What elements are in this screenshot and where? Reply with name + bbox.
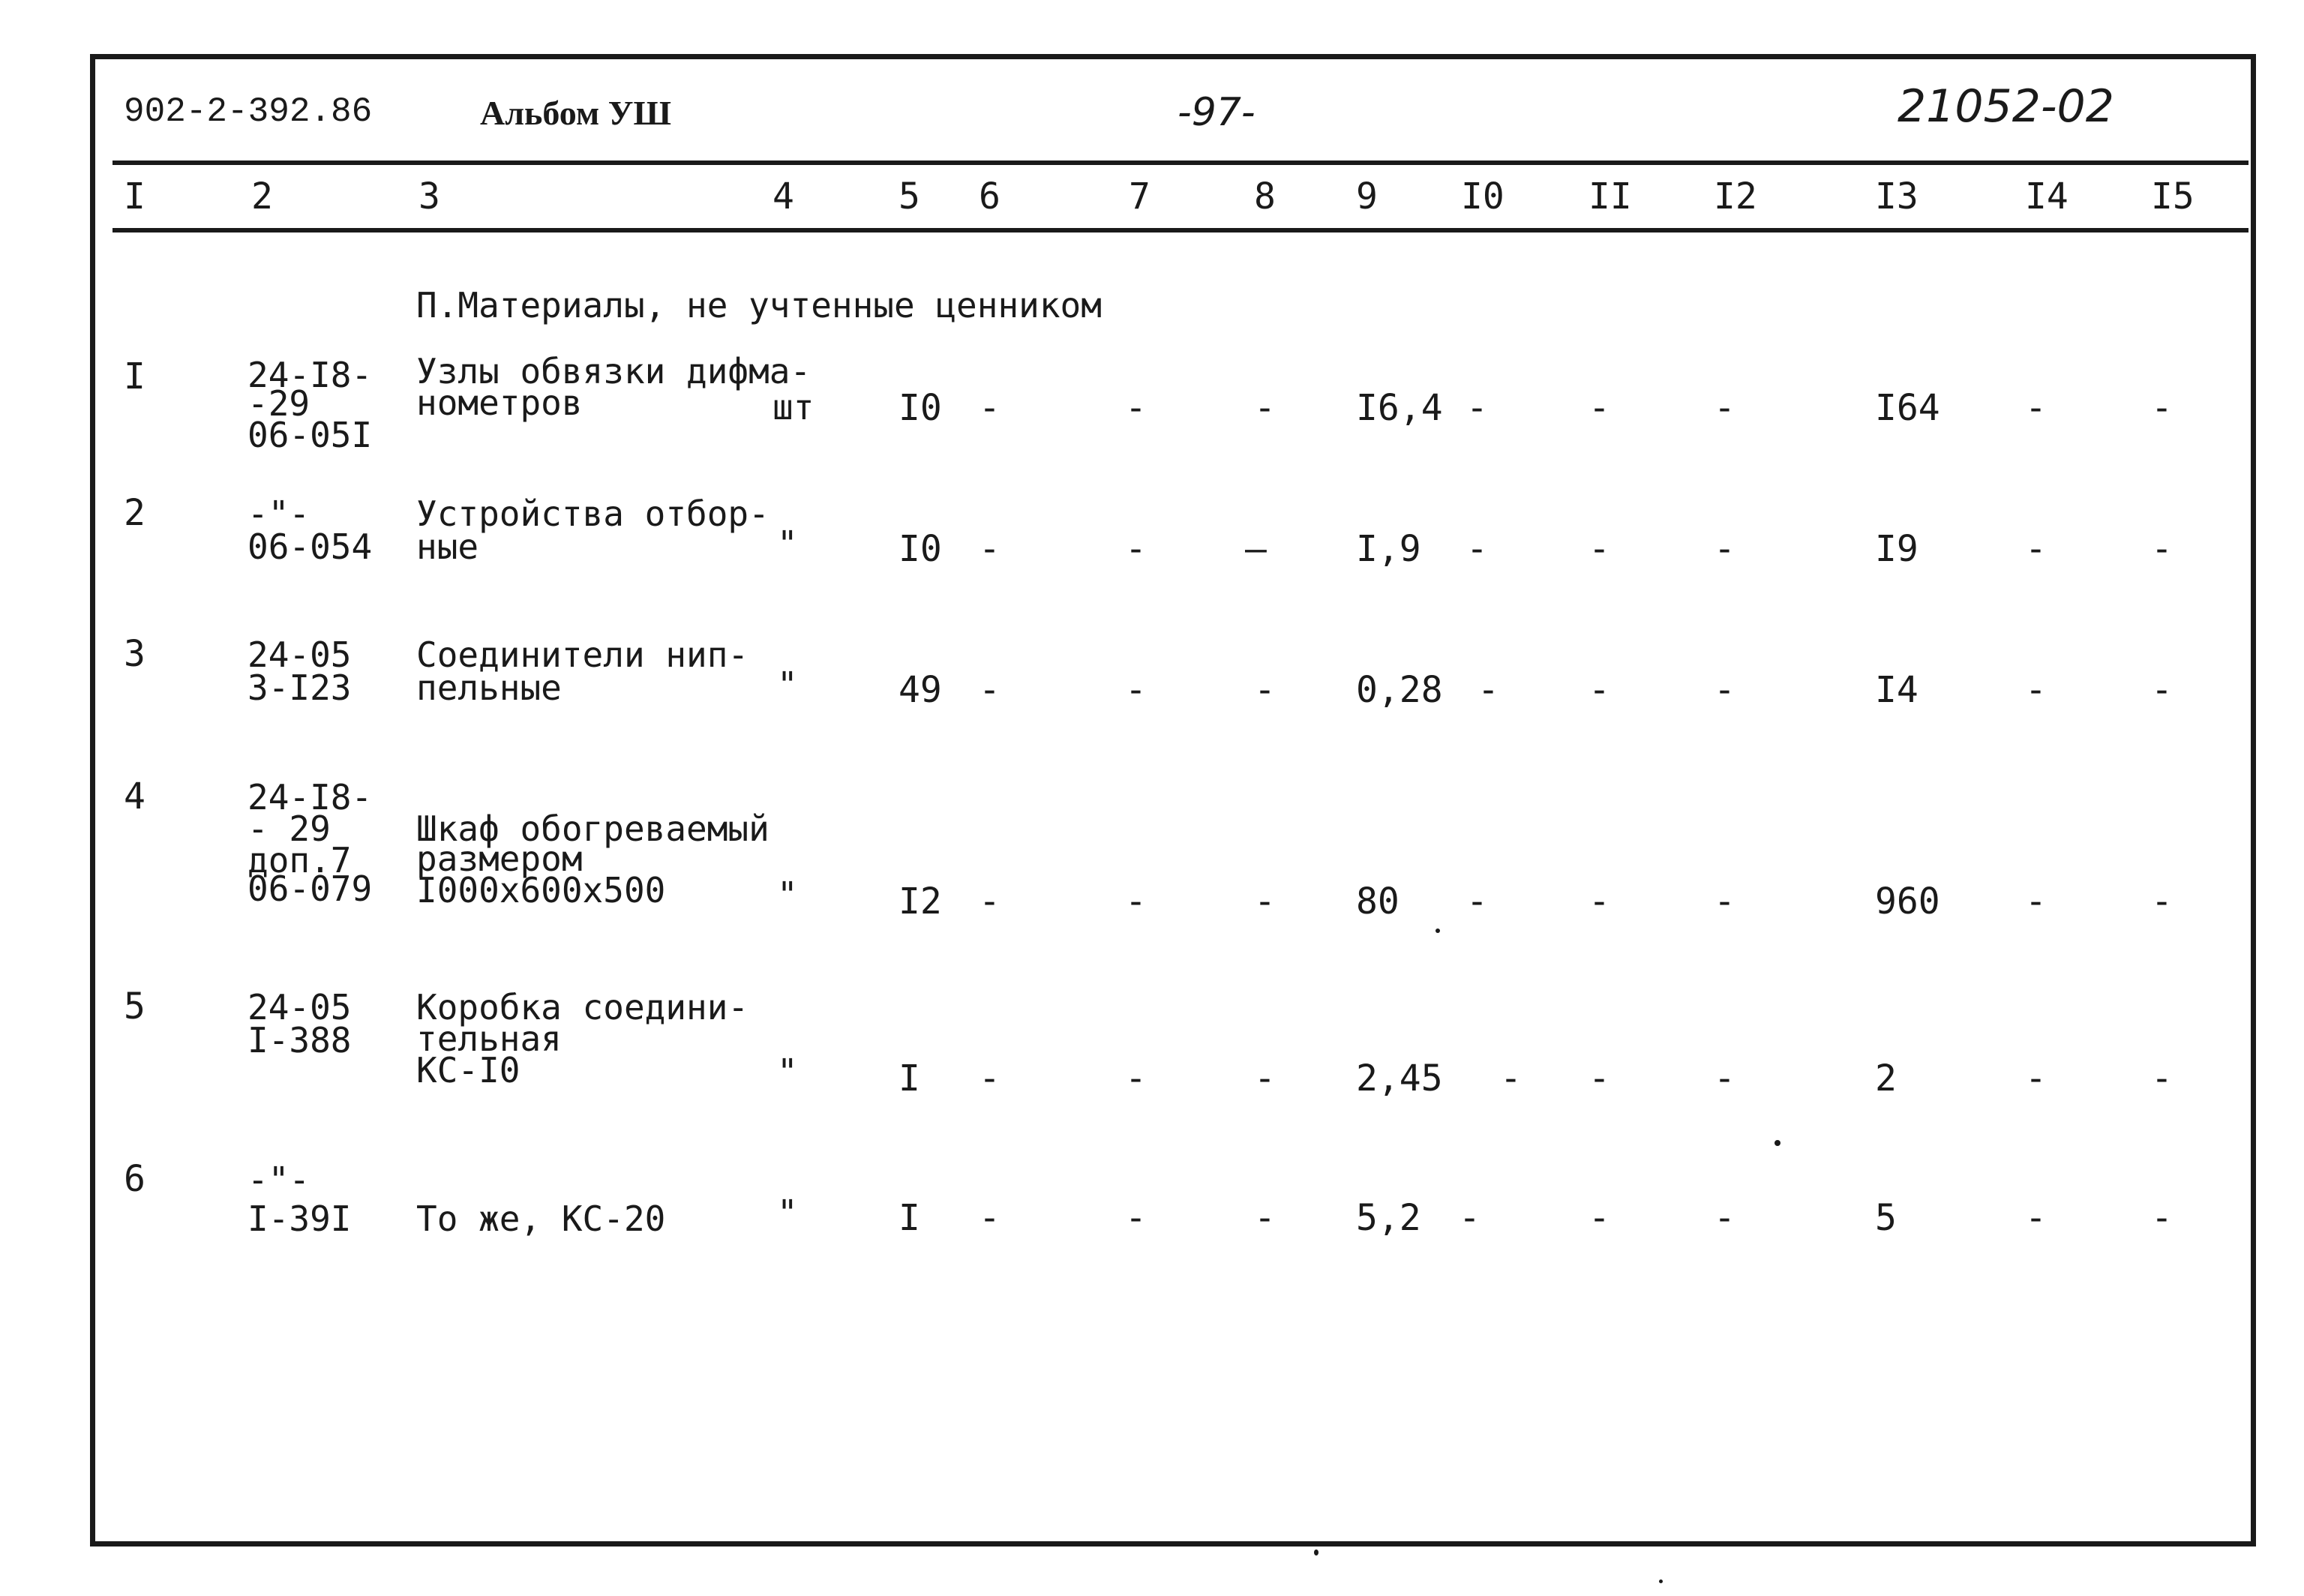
col-header-5: 5 xyxy=(898,176,920,218)
row-code-line: - 29 xyxy=(248,808,331,849)
row-c7: - xyxy=(1125,669,1147,711)
row-code-line: I-39I xyxy=(248,1198,352,1239)
row-c10: - xyxy=(1466,528,1488,570)
row-c12: - xyxy=(1714,528,1736,570)
row-c14: - xyxy=(2025,669,2047,711)
row-name xyxy=(416,1200,665,1238)
doc-code: 902-2-392.86 xyxy=(124,92,373,131)
col-header-8: 8 xyxy=(1254,176,1276,218)
row-code-line: 3-I23 xyxy=(248,668,352,708)
row-name-line: I000x600x500 xyxy=(416,870,666,910)
row-name xyxy=(416,495,770,566)
album-title: Альбом УШ xyxy=(480,94,671,132)
row-name-line: То же, КС-20 xyxy=(416,1198,666,1239)
sheet-code: 21052-02 xyxy=(1898,80,2114,133)
col-header-15: I5 xyxy=(2151,176,2194,218)
row-c10: - xyxy=(1500,1058,1522,1100)
row-c8: - xyxy=(1254,1058,1276,1100)
row-c9: 0,28 xyxy=(1356,669,1443,711)
row-c9: 5,2 xyxy=(1356,1197,1421,1239)
row-code xyxy=(248,636,351,706)
row-name-line: КС-I0 xyxy=(416,1050,520,1090)
row-unit: " xyxy=(777,1192,798,1233)
row-number: 6 xyxy=(124,1158,146,1200)
row-number: 3 xyxy=(124,633,146,675)
scan-speck xyxy=(1659,1580,1663,1583)
row-c13: I64 xyxy=(1875,387,1940,429)
row-c13: 2 xyxy=(1875,1058,1897,1100)
row-c10: - xyxy=(1478,669,1499,711)
row-code-line: 24-I8- xyxy=(248,355,373,395)
row-number: I xyxy=(124,356,146,398)
page-frame xyxy=(90,54,2256,1546)
row-code xyxy=(248,356,372,454)
row-name xyxy=(416,988,748,1089)
row-c12: - xyxy=(1714,387,1736,429)
row-c11: - xyxy=(1588,880,1610,922)
row-c12: - xyxy=(1714,880,1736,922)
scan-speck xyxy=(1436,928,1440,933)
col-header-13: I3 xyxy=(1875,176,1918,218)
row-name-line: Шкаф обогреваемый xyxy=(416,808,770,849)
row-unit: " xyxy=(777,1052,798,1092)
row-code-line: I-388 xyxy=(248,1020,352,1060)
row-c11: - xyxy=(1588,528,1610,570)
row-unit: " xyxy=(777,524,798,564)
row-c11: - xyxy=(1588,1058,1610,1100)
row-c11: - xyxy=(1588,1197,1610,1239)
row-c15: - xyxy=(2151,528,2173,570)
col-header-14: I4 xyxy=(2025,176,2068,218)
col-header-4: 4 xyxy=(772,176,794,218)
page-number: -97- xyxy=(1178,90,1256,135)
row-name-line: тельная xyxy=(416,1018,562,1059)
row-code-line: 06-05I xyxy=(248,415,373,455)
row-c14: - xyxy=(2025,880,2047,922)
row-c7: - xyxy=(1125,528,1147,570)
row-c15: - xyxy=(2151,1197,2173,1239)
row-c8: — xyxy=(1245,528,1267,570)
row-c13: I4 xyxy=(1875,669,1918,711)
row-c7: - xyxy=(1125,880,1147,922)
row-number: 5 xyxy=(124,986,146,1028)
row-c10: - xyxy=(1459,1197,1480,1239)
row-c14: - xyxy=(2025,1197,2047,1239)
row-c5: I xyxy=(898,1058,920,1100)
scan-speck xyxy=(1774,1140,1780,1146)
row-c9: 80 xyxy=(1356,880,1400,922)
row-c5: 49 xyxy=(898,669,942,711)
row-c13: 5 xyxy=(1875,1197,1897,1239)
row-c12: - xyxy=(1714,669,1736,711)
row-c6: - xyxy=(979,880,1000,922)
row-name-line: Узлы обвязки дифма- xyxy=(416,351,812,392)
row-code xyxy=(248,1161,351,1238)
row-c5: I xyxy=(898,1197,920,1239)
col-header-3: 3 xyxy=(418,176,440,218)
section-title: П.Материалы, не учтенные ценником xyxy=(416,285,1102,326)
col-header-2: 2 xyxy=(251,176,273,218)
col-header-6: 6 xyxy=(979,176,1000,218)
row-c8: - xyxy=(1254,880,1276,922)
row-name xyxy=(416,636,748,706)
row-c7: - xyxy=(1125,1058,1147,1100)
row-c5: I0 xyxy=(898,387,942,429)
row-name-line: ные xyxy=(416,526,479,567)
row-c8: - xyxy=(1254,387,1276,429)
row-name-line: Устройства отбор- xyxy=(416,494,770,534)
row-c11: - xyxy=(1588,669,1610,711)
row-c7: - xyxy=(1125,1197,1147,1239)
row-c15: - xyxy=(2151,669,2173,711)
row-code-line: 24-I8- xyxy=(248,777,373,818)
row-c14: - xyxy=(2025,1058,2047,1100)
row-name-line: нометров xyxy=(416,382,583,423)
row-code-line: 06-054 xyxy=(248,526,373,567)
row-unit: " xyxy=(777,874,798,915)
row-c6: - xyxy=(979,1197,1000,1239)
row-code xyxy=(248,778,372,908)
row-c15: - xyxy=(2151,1058,2173,1100)
row-name-line: Коробка соедини- xyxy=(416,987,749,1028)
row-code xyxy=(248,988,351,1059)
row-name-line: пельные xyxy=(416,668,562,708)
col-header-9: 9 xyxy=(1356,176,1378,218)
row-c14: - xyxy=(2025,528,2047,570)
row-number: 2 xyxy=(124,492,146,534)
row-code xyxy=(248,495,372,566)
row-c10: - xyxy=(1466,387,1488,429)
col-header-10: I0 xyxy=(1461,176,1504,218)
row-code-line: 24-05 xyxy=(248,987,352,1028)
row-c10: - xyxy=(1466,880,1488,922)
row-code-line: доп.7 xyxy=(248,840,352,880)
row-c9: I,9 xyxy=(1356,528,1421,570)
row-c15: - xyxy=(2151,387,2173,429)
column-header-rule xyxy=(112,228,2248,232)
row-name-line: Соединители нип- xyxy=(416,634,749,675)
col-header-12: I2 xyxy=(1714,176,1757,218)
row-c5: I0 xyxy=(898,528,942,570)
row-c8: - xyxy=(1254,669,1276,711)
row-c6: - xyxy=(979,387,1000,429)
row-c13: 960 xyxy=(1875,880,1940,922)
row-c8: - xyxy=(1254,1197,1276,1239)
row-unit: шт xyxy=(772,387,814,428)
row-c7: - xyxy=(1125,387,1147,429)
row-c15: - xyxy=(2151,880,2173,922)
row-c13: I9 xyxy=(1875,528,1918,570)
row-code-line: -"- xyxy=(248,494,310,534)
row-c14: - xyxy=(2025,387,2047,429)
row-c9: I6,4 xyxy=(1356,387,1443,429)
row-c11: - xyxy=(1588,387,1610,429)
header-rule xyxy=(112,160,2248,165)
scan-speck xyxy=(1314,1550,1318,1556)
row-c6: - xyxy=(979,669,1000,711)
row-name xyxy=(416,352,811,422)
row-c12: - xyxy=(1714,1197,1736,1239)
row-c6: - xyxy=(979,528,1000,570)
row-name-line: размером xyxy=(416,838,583,879)
row-c6: - xyxy=(979,1058,1000,1100)
row-name xyxy=(416,810,770,909)
col-header-1: I xyxy=(124,176,146,218)
col-header-7: 7 xyxy=(1129,176,1150,218)
row-unit: " xyxy=(777,664,798,705)
row-c9: 2,45 xyxy=(1356,1058,1443,1100)
row-code-line: 24-05 xyxy=(248,634,352,675)
row-code-line: -"- xyxy=(248,1160,310,1200)
row-c12: - xyxy=(1714,1058,1736,1100)
row-c5: I2 xyxy=(898,880,942,922)
row-code-line: -29 xyxy=(248,383,310,424)
row-number: 4 xyxy=(124,776,146,818)
row-code-line: 06-079 xyxy=(248,868,373,909)
col-header-11: II xyxy=(1588,176,1632,218)
